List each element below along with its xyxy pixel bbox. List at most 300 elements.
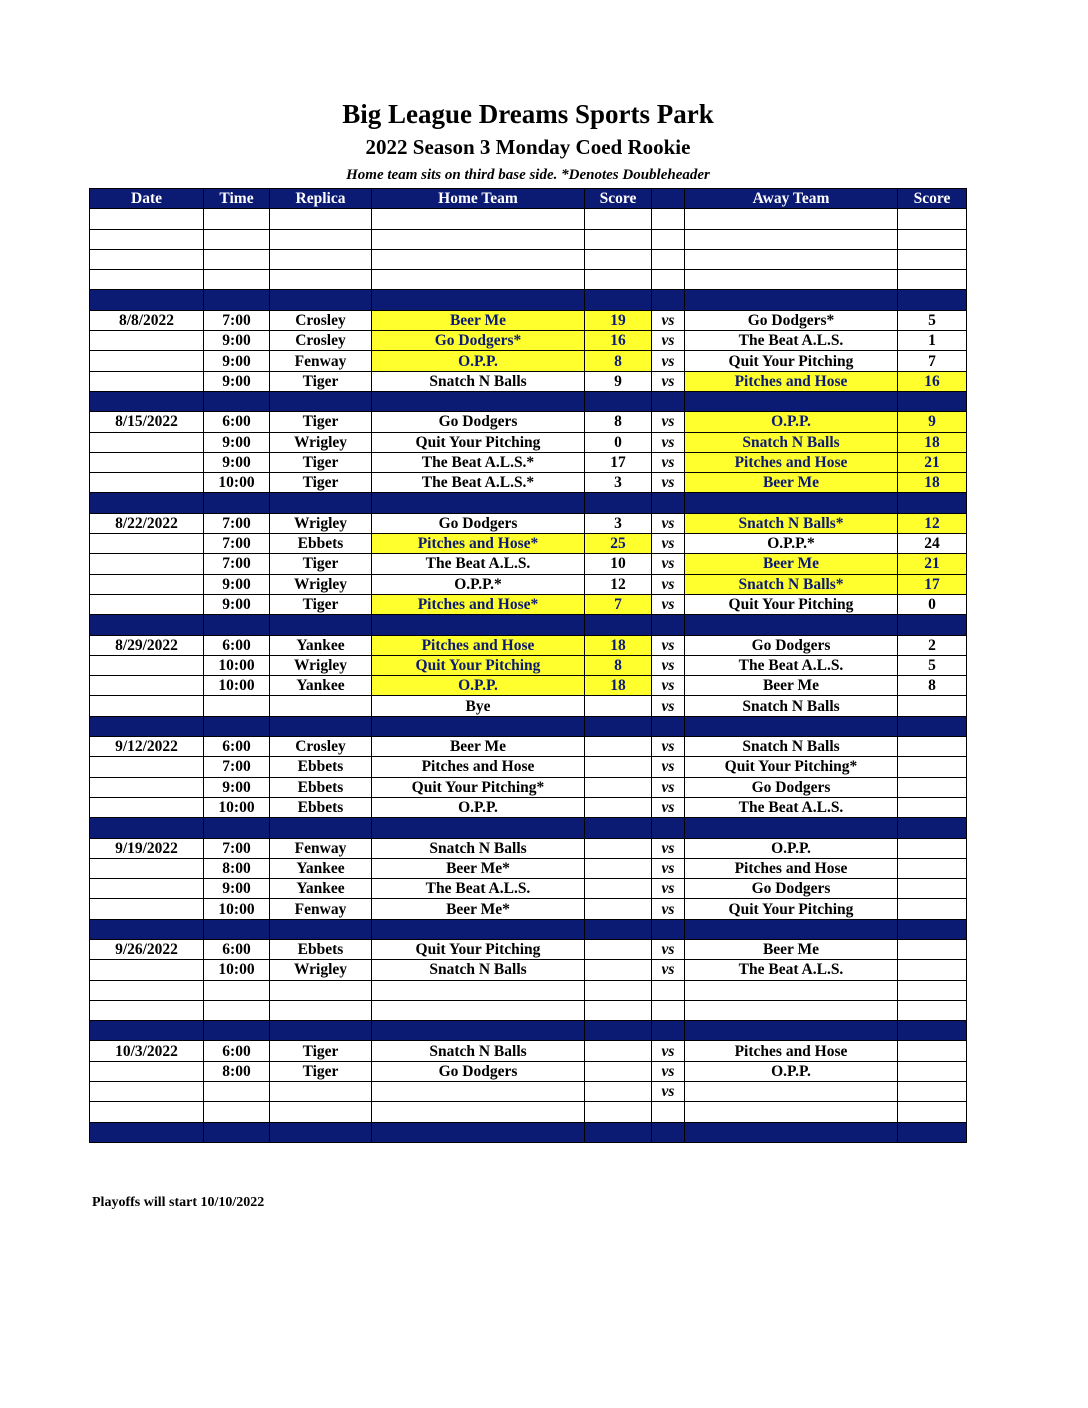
home-team-cell xyxy=(372,919,585,939)
away-score-cell xyxy=(898,879,967,899)
time-cell xyxy=(204,980,270,1000)
home-team-cell xyxy=(372,209,585,229)
game-row xyxy=(90,737,967,757)
replica-cell: Crosley xyxy=(270,310,372,330)
date-cell xyxy=(90,818,204,838)
home-score-cell xyxy=(585,716,652,736)
game-row xyxy=(90,574,967,594)
away-score-cell xyxy=(898,391,967,411)
away-score-cell xyxy=(898,1082,967,1102)
away-score-cell: 8 xyxy=(898,676,967,696)
away-team-cell: O.P.P.* xyxy=(685,534,898,554)
away-score-cell xyxy=(898,980,967,1000)
away-score-cell xyxy=(898,290,967,310)
replica-cell: Yankee xyxy=(270,635,372,655)
time-cell: 8:00 xyxy=(204,858,270,878)
away-team-cell: Snatch N Balls* xyxy=(685,513,898,533)
date-cell xyxy=(90,351,204,371)
date-cell: 8/22/2022 xyxy=(90,513,204,533)
home-score-cell xyxy=(585,1061,652,1081)
time-cell xyxy=(204,270,270,290)
home-score-cell: 19 xyxy=(585,310,652,330)
time-cell: 6:00 xyxy=(204,412,270,432)
home-score-cell xyxy=(585,1041,652,1061)
away-score-cell: 24 xyxy=(898,534,967,554)
time-cell xyxy=(204,919,270,939)
replica-cell xyxy=(270,391,372,411)
replica-cell: Fenway xyxy=(270,838,372,858)
date-cell: 9/26/2022 xyxy=(90,939,204,959)
away-team-cell: Pitches and Hose xyxy=(685,1041,898,1061)
replica-cell: Fenway xyxy=(270,899,372,919)
home-team-cell: The Beat A.L.S. xyxy=(372,554,585,574)
date-cell xyxy=(90,899,204,919)
home-score-cell xyxy=(585,919,652,939)
date-cell xyxy=(90,1102,204,1122)
home-score-cell xyxy=(585,960,652,980)
replica-cell: Tiger xyxy=(270,1061,372,1081)
home-team-cell xyxy=(372,229,585,249)
away-team-cell: Go Dodgers* xyxy=(685,310,898,330)
away-team-cell: Snatch N Balls xyxy=(685,737,898,757)
date-cell xyxy=(90,879,204,899)
home-score-cell: 25 xyxy=(585,534,652,554)
away-team-cell: O.P.P. xyxy=(685,838,898,858)
game-row xyxy=(90,899,967,919)
away-team-cell xyxy=(685,209,898,229)
home-score-cell xyxy=(585,737,652,757)
home-team-cell: O.P.P.* xyxy=(372,574,585,594)
home-score-cell: 0 xyxy=(585,432,652,452)
away-score-cell xyxy=(898,797,967,817)
away-team-cell xyxy=(685,919,898,939)
time-cell: 8:00 xyxy=(204,1061,270,1081)
home-score-cell xyxy=(585,757,652,777)
away-score-cell xyxy=(898,1102,967,1122)
page-subtitle: 2022 Season 3 Monday Coed Rookie xyxy=(365,135,691,159)
home-team-cell: O.P.P. xyxy=(372,351,585,371)
time-cell xyxy=(204,1122,270,1142)
vs-cell: vs xyxy=(652,534,685,554)
time-cell xyxy=(204,1000,270,1020)
col-header-vs xyxy=(652,189,685,209)
time-cell xyxy=(204,1082,270,1102)
vs-cell: vs xyxy=(652,513,685,533)
away-score-cell xyxy=(898,209,967,229)
vs-cell: vs xyxy=(652,737,685,757)
away-team-cell: O.P.P. xyxy=(685,1061,898,1081)
time-cell xyxy=(204,229,270,249)
away-team-cell xyxy=(685,716,898,736)
away-score-cell xyxy=(898,270,967,290)
vs-cell: vs xyxy=(652,331,685,351)
home-score-cell xyxy=(585,777,652,797)
time-cell: 9:00 xyxy=(204,371,270,391)
vs-cell xyxy=(652,980,685,1000)
time-cell: 10:00 xyxy=(204,676,270,696)
vs-cell: vs xyxy=(652,554,685,574)
away-score-cell xyxy=(898,1122,967,1142)
away-score-cell xyxy=(898,229,967,249)
away-team-cell xyxy=(685,249,898,269)
replica-cell xyxy=(270,919,372,939)
away-team-cell: Go Dodgers xyxy=(685,635,898,655)
game-row xyxy=(90,696,967,716)
game-row xyxy=(90,412,967,432)
date-cell: 8/8/2022 xyxy=(90,310,204,330)
away-team-cell: The Beat A.L.S. xyxy=(685,655,898,675)
time-cell xyxy=(204,209,270,229)
replica-cell: Tiger xyxy=(270,473,372,493)
time-cell: 9:00 xyxy=(204,351,270,371)
replica-cell xyxy=(270,1000,372,1020)
away-team-cell xyxy=(685,1122,898,1142)
home-score-cell: 8 xyxy=(585,351,652,371)
week-separator-row xyxy=(90,290,967,310)
away-score-cell xyxy=(898,919,967,939)
vs-cell: vs xyxy=(652,310,685,330)
date-cell xyxy=(90,574,204,594)
time-cell: 7:00 xyxy=(204,554,270,574)
time-cell: 7:00 xyxy=(204,757,270,777)
away-score-cell: 2 xyxy=(898,635,967,655)
replica-cell xyxy=(270,1102,372,1122)
col-header-away-score: Score xyxy=(898,189,967,209)
away-score-cell xyxy=(898,858,967,878)
away-team-cell: The Beat A.L.S. xyxy=(685,331,898,351)
date-cell: 8/29/2022 xyxy=(90,635,204,655)
away-score-cell xyxy=(898,1000,967,1020)
date-cell xyxy=(90,1061,204,1081)
replica-cell xyxy=(270,980,372,1000)
vs-cell: vs xyxy=(652,574,685,594)
game-row xyxy=(90,1041,967,1061)
time-cell: 7:00 xyxy=(204,310,270,330)
time-cell: 9:00 xyxy=(204,432,270,452)
date-cell xyxy=(90,919,204,939)
away-team-cell: Pitches and Hose xyxy=(685,858,898,878)
home-team-cell: Pitches and Hose xyxy=(372,635,585,655)
vs-cell: vs xyxy=(652,432,685,452)
replica-cell: Crosley xyxy=(270,331,372,351)
time-cell xyxy=(204,249,270,269)
vs-cell xyxy=(652,229,685,249)
replica-cell: Ebbets xyxy=(270,777,372,797)
away-score-cell xyxy=(898,939,967,959)
time-cell xyxy=(204,696,270,716)
schedule-note: Home team sits on third base side. *Denotes Doubleheader xyxy=(346,167,710,183)
away-team-cell xyxy=(685,980,898,1000)
home-team-cell xyxy=(372,391,585,411)
empty-row xyxy=(90,249,967,269)
home-score-cell: 18 xyxy=(585,635,652,655)
home-score-cell xyxy=(585,493,652,513)
home-team-cell: Pitches and Hose* xyxy=(372,594,585,614)
vs-cell: vs xyxy=(652,473,685,493)
vs-cell: vs xyxy=(652,371,685,391)
playoffs-note: Playoffs will start 10/10/2022 xyxy=(92,1195,265,1210)
replica-cell: Wrigley xyxy=(270,432,372,452)
replica-cell: Crosley xyxy=(270,737,372,757)
home-team-cell: O.P.P. xyxy=(372,797,585,817)
home-score-cell xyxy=(585,797,652,817)
vs-cell: vs xyxy=(652,594,685,614)
date-cell xyxy=(90,676,204,696)
replica-cell: Ebbets xyxy=(270,797,372,817)
home-score-cell xyxy=(585,249,652,269)
home-score-cell xyxy=(585,1082,652,1102)
vs-cell xyxy=(652,290,685,310)
schedule-body xyxy=(90,209,967,1143)
home-team-cell: Pitches and Hose xyxy=(372,757,585,777)
table-header-row xyxy=(90,189,967,209)
vs-cell: vs xyxy=(652,1061,685,1081)
away-score-cell xyxy=(898,838,967,858)
date-cell xyxy=(90,1021,204,1041)
date-cell: 8/15/2022 xyxy=(90,412,204,432)
replica-cell: Wrigley xyxy=(270,960,372,980)
home-team-cell: Go Dodgers xyxy=(372,513,585,533)
date-cell: 9/19/2022 xyxy=(90,838,204,858)
away-team-cell: Pitches and Hose xyxy=(685,452,898,472)
replica-cell: Ebbets xyxy=(270,939,372,959)
away-team-cell: Quit Your Pitching xyxy=(685,351,898,371)
home-team-cell xyxy=(372,615,585,635)
game-row xyxy=(90,838,967,858)
game-row xyxy=(90,635,967,655)
replica-cell: Yankee xyxy=(270,676,372,696)
game-row xyxy=(90,676,967,696)
time-cell: 9:00 xyxy=(204,574,270,594)
home-team-cell: Pitches and Hose* xyxy=(372,534,585,554)
away-team-cell xyxy=(685,290,898,310)
time-cell: 6:00 xyxy=(204,635,270,655)
empty-row xyxy=(90,1102,967,1122)
date-cell xyxy=(90,858,204,878)
col-header-replica: Replica xyxy=(270,189,372,209)
time-cell: 10:00 xyxy=(204,797,270,817)
date-cell xyxy=(90,371,204,391)
away-score-cell xyxy=(898,716,967,736)
vs-cell: vs xyxy=(652,939,685,959)
away-team-cell: The Beat A.L.S. xyxy=(685,797,898,817)
vs-cell: vs xyxy=(652,412,685,432)
empty-row xyxy=(90,209,967,229)
week-separator-row xyxy=(90,391,967,411)
home-team-cell xyxy=(372,818,585,838)
game-row xyxy=(90,432,967,452)
time-cell xyxy=(204,1102,270,1122)
time-cell: 9:00 xyxy=(204,331,270,351)
date-cell: 10/3/2022 xyxy=(90,1041,204,1061)
date-cell xyxy=(90,716,204,736)
home-score-cell xyxy=(585,1102,652,1122)
away-score-cell: 21 xyxy=(898,554,967,574)
away-team-cell: Pitches and Hose xyxy=(685,371,898,391)
vs-cell: vs xyxy=(652,635,685,655)
date-cell xyxy=(90,554,204,574)
date-cell xyxy=(90,391,204,411)
replica-cell: Tiger xyxy=(270,412,372,432)
away-team-cell: Go Dodgers xyxy=(685,777,898,797)
date-cell xyxy=(90,534,204,554)
vs-cell: vs xyxy=(652,960,685,980)
away-team-cell: The Beat A.L.S. xyxy=(685,960,898,980)
time-cell: 9:00 xyxy=(204,594,270,614)
replica-cell xyxy=(270,270,372,290)
week-separator-row xyxy=(90,716,967,736)
away-score-cell: 5 xyxy=(898,310,967,330)
away-score-cell: 1 xyxy=(898,331,967,351)
date-cell xyxy=(90,473,204,493)
replica-cell: Ebbets xyxy=(270,534,372,554)
home-score-cell xyxy=(585,980,652,1000)
col-header-time: Time xyxy=(204,189,270,209)
date-cell xyxy=(90,249,204,269)
away-score-cell: 9 xyxy=(898,412,967,432)
home-team-cell xyxy=(372,1122,585,1142)
away-score-cell: 0 xyxy=(898,594,967,614)
away-score-cell xyxy=(898,696,967,716)
time-cell xyxy=(204,391,270,411)
date-cell xyxy=(90,980,204,1000)
vs-cell xyxy=(652,391,685,411)
away-score-cell xyxy=(898,737,967,757)
home-score-cell xyxy=(585,696,652,716)
replica-cell xyxy=(270,209,372,229)
vs-cell xyxy=(652,1021,685,1041)
empty-row xyxy=(90,980,967,1000)
vs-cell xyxy=(652,1000,685,1020)
home-team-cell xyxy=(372,716,585,736)
vs-cell: vs xyxy=(652,655,685,675)
time-cell xyxy=(204,615,270,635)
home-score-cell: 17 xyxy=(585,452,652,472)
away-score-cell xyxy=(898,1021,967,1041)
home-score-cell: 3 xyxy=(585,513,652,533)
vs-cell: vs xyxy=(652,879,685,899)
time-cell xyxy=(204,1021,270,1041)
away-score-cell: 5 xyxy=(898,655,967,675)
home-score-cell: 9 xyxy=(585,371,652,391)
time-cell: 10:00 xyxy=(204,655,270,675)
replica-cell xyxy=(270,1122,372,1142)
away-team-cell: Quit Your Pitching xyxy=(685,899,898,919)
home-team-cell: Go Dodgers xyxy=(372,1061,585,1081)
away-score-cell xyxy=(898,960,967,980)
away-team-cell xyxy=(685,1021,898,1041)
date-cell xyxy=(90,229,204,249)
vs-cell xyxy=(652,818,685,838)
away-score-cell xyxy=(898,757,967,777)
game-row xyxy=(90,777,967,797)
date-cell xyxy=(90,777,204,797)
home-score-cell xyxy=(585,270,652,290)
date-cell xyxy=(90,331,204,351)
game-row xyxy=(90,594,967,614)
away-team-cell: O.P.P. xyxy=(685,412,898,432)
replica-cell xyxy=(270,615,372,635)
away-team-cell: Go Dodgers xyxy=(685,879,898,899)
away-team-cell: Beer Me xyxy=(685,473,898,493)
home-team-cell xyxy=(372,270,585,290)
away-score-cell: 12 xyxy=(898,513,967,533)
home-team-cell: Quit Your Pitching* xyxy=(372,777,585,797)
vs-cell xyxy=(652,209,685,229)
home-team-cell xyxy=(372,980,585,1000)
vs-cell: vs xyxy=(652,1041,685,1061)
home-team-cell xyxy=(372,493,585,513)
away-team-cell: Beer Me xyxy=(685,554,898,574)
week-separator-row xyxy=(90,1021,967,1041)
date-cell xyxy=(90,209,204,229)
away-team-cell: Quit Your Pitching* xyxy=(685,757,898,777)
game-row xyxy=(90,331,967,351)
game-row xyxy=(90,757,967,777)
game-row xyxy=(90,655,967,675)
replica-cell: Tiger xyxy=(270,371,372,391)
time-cell: 6:00 xyxy=(204,1041,270,1061)
empty-row xyxy=(90,229,967,249)
date-cell xyxy=(90,493,204,513)
replica-cell xyxy=(270,290,372,310)
home-score-cell xyxy=(585,391,652,411)
replica-cell: Tiger xyxy=(270,1041,372,1061)
game-row xyxy=(90,351,967,371)
replica-cell: Wrigley xyxy=(270,655,372,675)
replica-cell xyxy=(270,818,372,838)
replica-cell xyxy=(270,493,372,513)
away-team-cell xyxy=(685,229,898,249)
away-team-cell xyxy=(685,391,898,411)
date-cell xyxy=(90,696,204,716)
replica-cell xyxy=(270,1082,372,1102)
game-row xyxy=(90,452,967,472)
away-score-cell: 18 xyxy=(898,473,967,493)
home-score-cell: 10 xyxy=(585,554,652,574)
vs-cell xyxy=(652,919,685,939)
away-score-cell: 17 xyxy=(898,574,967,594)
away-score-cell: 21 xyxy=(898,452,967,472)
home-score-cell: 12 xyxy=(585,574,652,594)
home-score-cell: 8 xyxy=(585,655,652,675)
date-cell xyxy=(90,1000,204,1020)
vs-cell xyxy=(652,493,685,513)
week-separator-row xyxy=(90,919,967,939)
home-score-cell xyxy=(585,615,652,635)
home-team-cell: The Beat A.L.S.* xyxy=(372,473,585,493)
home-score-cell: 18 xyxy=(585,676,652,696)
week-separator-row xyxy=(90,493,967,513)
vs-cell: vs xyxy=(652,838,685,858)
date-cell xyxy=(90,290,204,310)
game-row xyxy=(90,1061,967,1081)
home-score-cell xyxy=(585,1021,652,1041)
col-header-home-team: Home Team xyxy=(372,189,585,209)
vs-cell xyxy=(652,716,685,736)
week-separator-row xyxy=(90,615,967,635)
home-team-cell: Quit Your Pitching xyxy=(372,655,585,675)
game-row xyxy=(90,554,967,574)
away-score-cell xyxy=(898,1061,967,1081)
time-cell xyxy=(204,818,270,838)
vs-cell xyxy=(652,615,685,635)
game-row xyxy=(90,473,967,493)
replica-cell: Fenway xyxy=(270,351,372,371)
away-team-cell: Snatch N Balls xyxy=(685,696,898,716)
home-team-cell: Beer Me xyxy=(372,737,585,757)
home-team-cell xyxy=(372,1102,585,1122)
